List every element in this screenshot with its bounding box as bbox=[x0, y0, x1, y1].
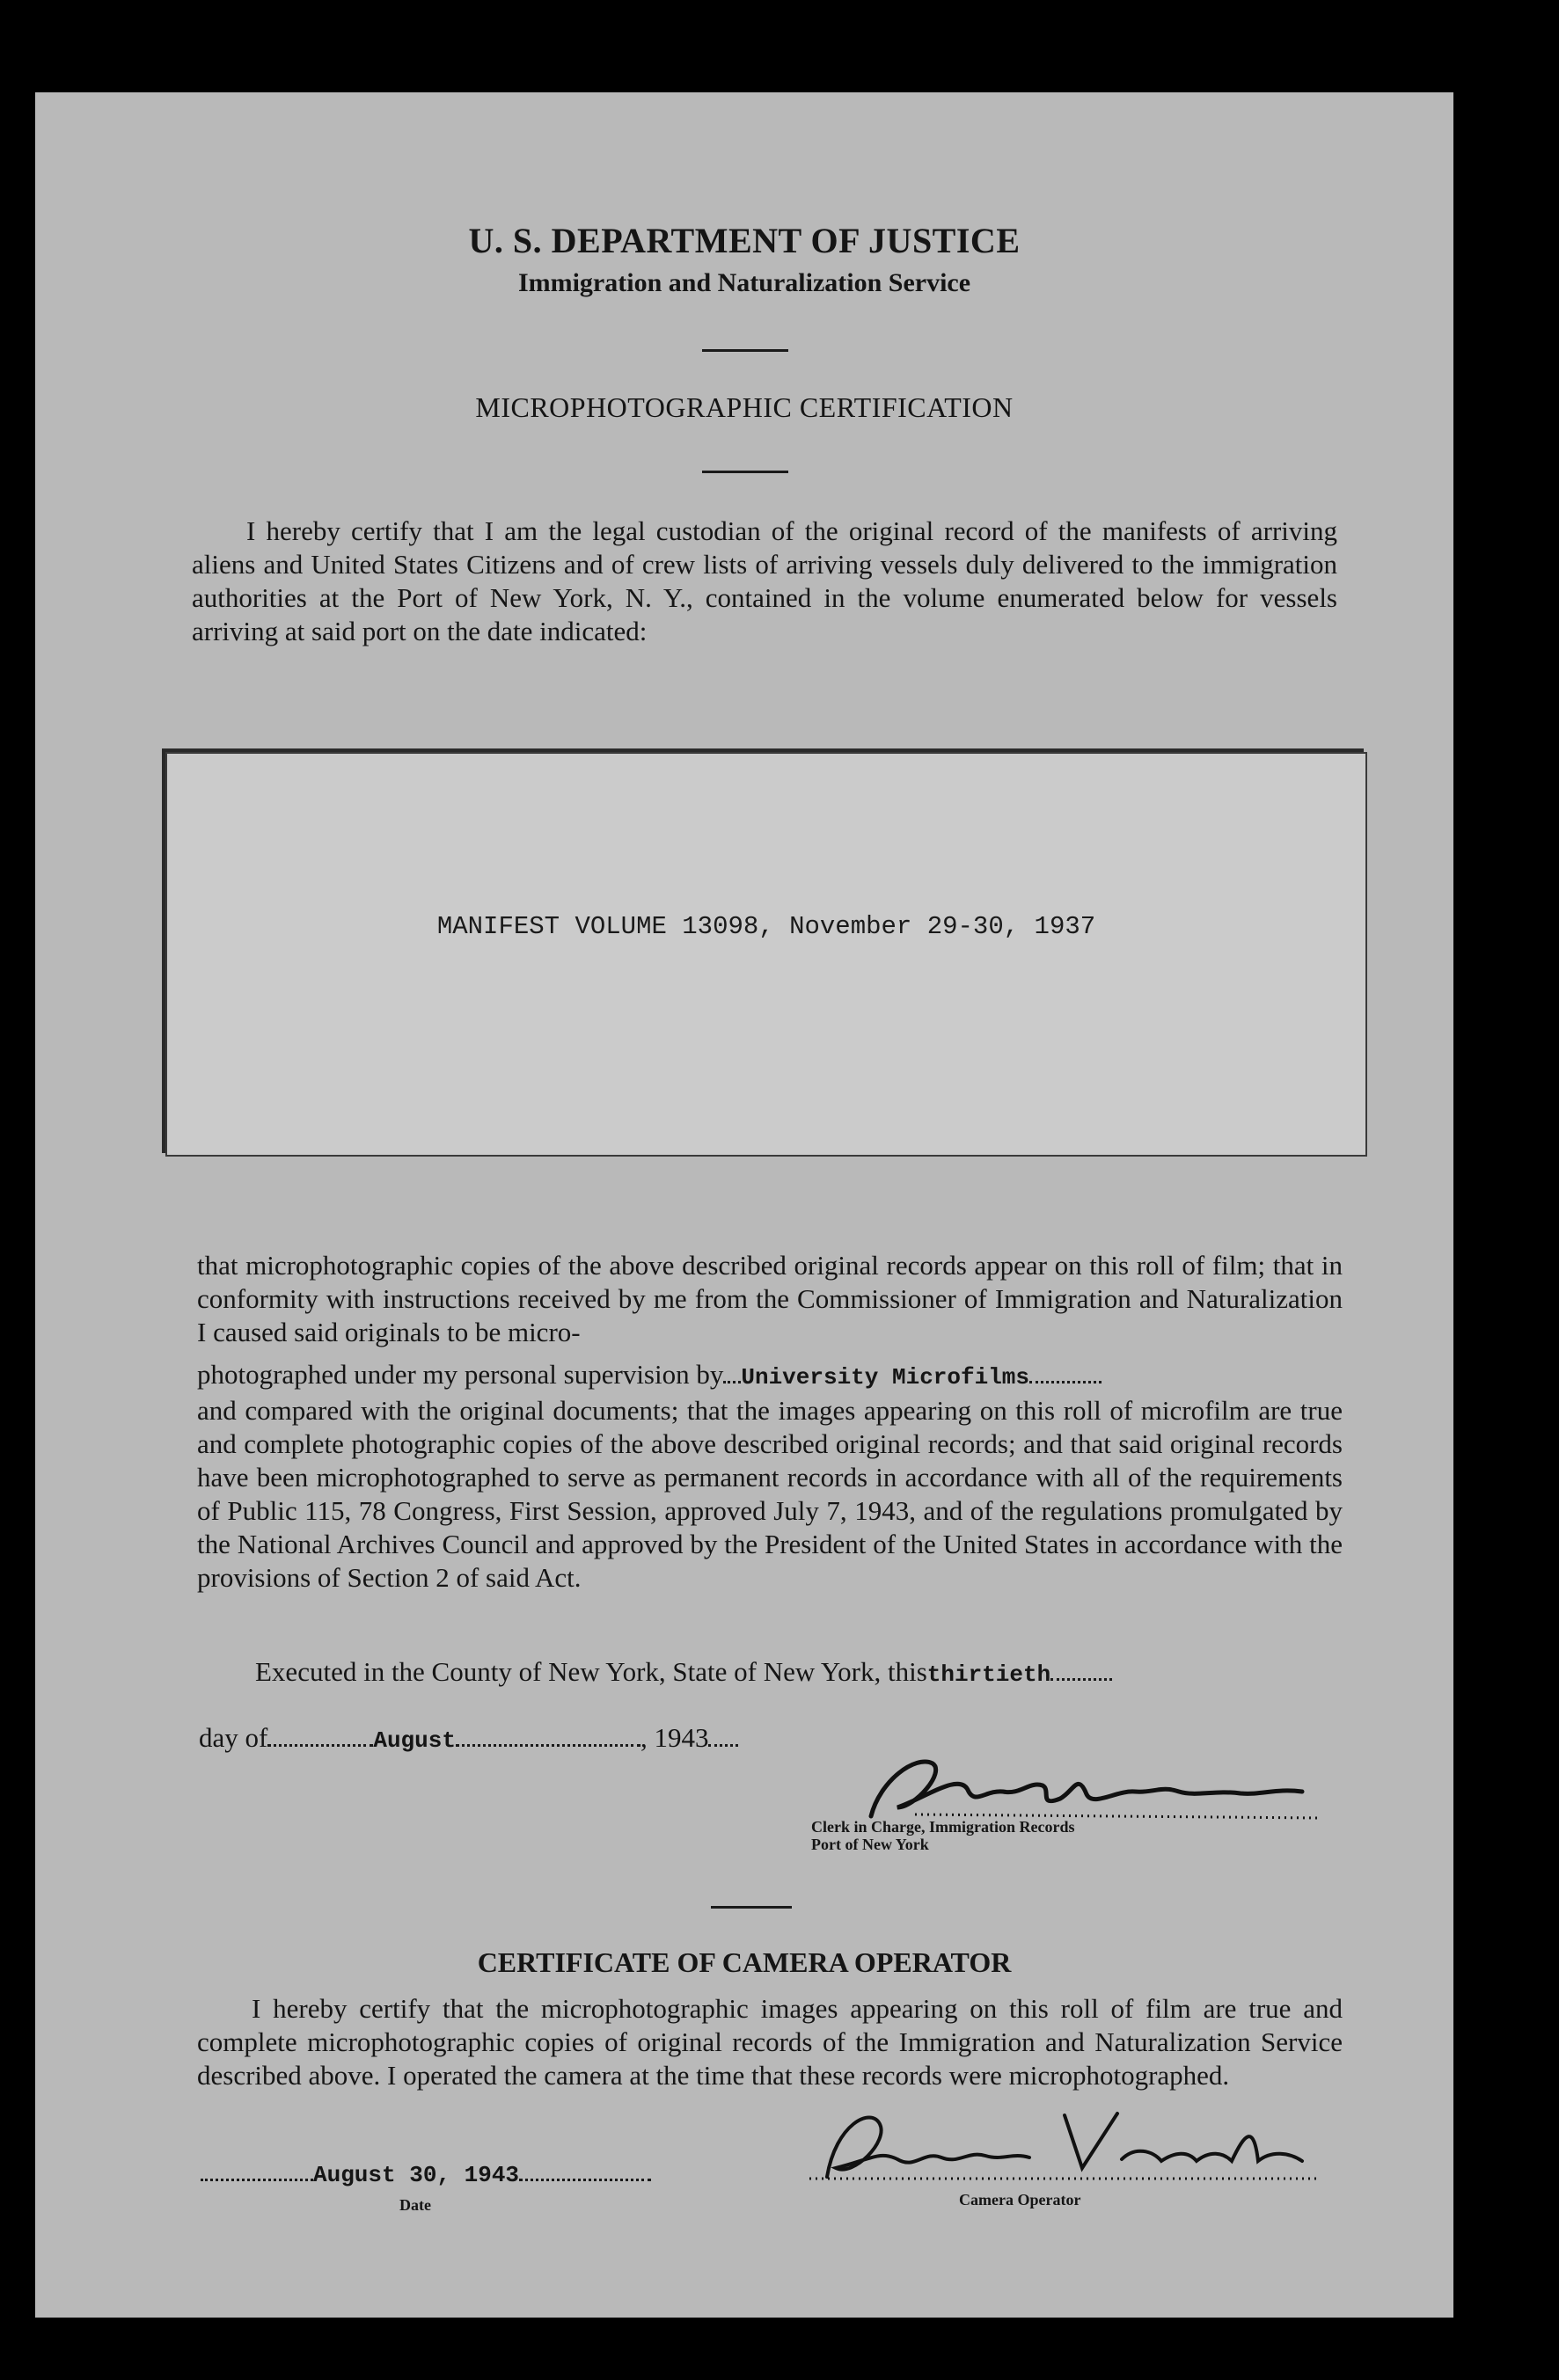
date-line bbox=[201, 2157, 651, 2188]
volume-box bbox=[165, 752, 1367, 1157]
day-of-line bbox=[199, 1722, 738, 1754]
department-heading: U. S. DEPARTMENT OF JUSTICE bbox=[468, 221, 1021, 260]
dotted-leader bbox=[201, 2179, 313, 2181]
clerk-title-line1: Clerk in Charge, Immigration Records bbox=[811, 1818, 1075, 1836]
month-value: August bbox=[373, 1727, 456, 1754]
divider bbox=[702, 471, 788, 473]
supervision-value: University Microfilms bbox=[741, 1364, 1030, 1391]
dotted-leader bbox=[723, 1381, 741, 1383]
supervision-prefix: photographed under my personal supervision by bbox=[197, 1359, 724, 1390]
divider bbox=[702, 349, 788, 352]
service-subheading: Immigration and Naturalization Service bbox=[517, 268, 971, 297]
body-paragraph-part1: that microphotographic copies of the above described original records appear on this roll of film; that in conformity with instructions received by me from the Commissioner of Immigration and Naturalization I caused said originals to be micro- bbox=[197, 1250, 1343, 1347]
camera-certificate-title: CERTIFICATE OF CAMERA OPERATOR bbox=[477, 1946, 1012, 1978]
day-of-label: day of bbox=[199, 1722, 268, 1753]
execution-prefix: Executed in the County of New York, State of New York, this bbox=[255, 1656, 927, 1687]
dotted-leader bbox=[708, 1744, 738, 1747]
dotted-leader bbox=[1050, 1678, 1112, 1681]
camera-certificate-paragraph: I hereby certify that the microphotographic images appearing on this roll of film are true and complete microphotographic copies of original records of the Immigration and Naturalization Service described above. I operated the camera at the time that these records were microphotographed. bbox=[197, 1993, 1343, 2091]
dotted-leader bbox=[1029, 1381, 1102, 1383]
supervision-line bbox=[197, 1359, 1102, 1391]
volume-text: MANIFEST VOLUME 13098, November 29-30, 1937 bbox=[436, 912, 1096, 941]
dotted-leader bbox=[519, 2179, 651, 2181]
certificate-page bbox=[35, 92, 1453, 2318]
execution-line bbox=[255, 1656, 1112, 1688]
operator-label: Camera Operator bbox=[959, 2191, 1081, 2208]
date-value: August 30, 1943 bbox=[313, 2162, 520, 2188]
certification-title: MICROPHOTOGRAPHIC CERTIFICATION bbox=[475, 391, 1014, 423]
operator-signature bbox=[774, 2098, 1337, 2194]
year-label: , 1943 bbox=[640, 1722, 709, 1753]
intro-paragraph: I hereby certify that I am the legal custodian of the original record of the manifests of arriving aliens and United States Citizens and of crew lists of arriving vessels duly delivered to the immigration authorities at the Port of New York, N. Y., contained in the volume enumerated below for vessels arriving at said port on the date indicated: bbox=[192, 515, 1337, 646]
clerk-title-line2: Port of New York bbox=[811, 1836, 929, 1853]
execution-day-value: thirtieth bbox=[926, 1661, 1051, 1688]
body-paragraph-part2: and compared with the original documents; that the images appearing on this roll of microfilm are true and complete photographic copies of the above described original records; and that said original records have been microphotographed to serve as permanent records in accordance with all of the requirements of Public 115, 78 Congress, First Session, approved July 7, 1943, and of the regulations promulgated by the National Archives Council and approved by the President of the United States in accordance with the provisions of Section 2 of said Act. bbox=[197, 1395, 1343, 1593]
date-label: Date bbox=[399, 2196, 431, 2214]
divider bbox=[711, 1906, 792, 1909]
dotted-leader bbox=[267, 1744, 373, 1747]
dotted-leader bbox=[456, 1744, 640, 1747]
